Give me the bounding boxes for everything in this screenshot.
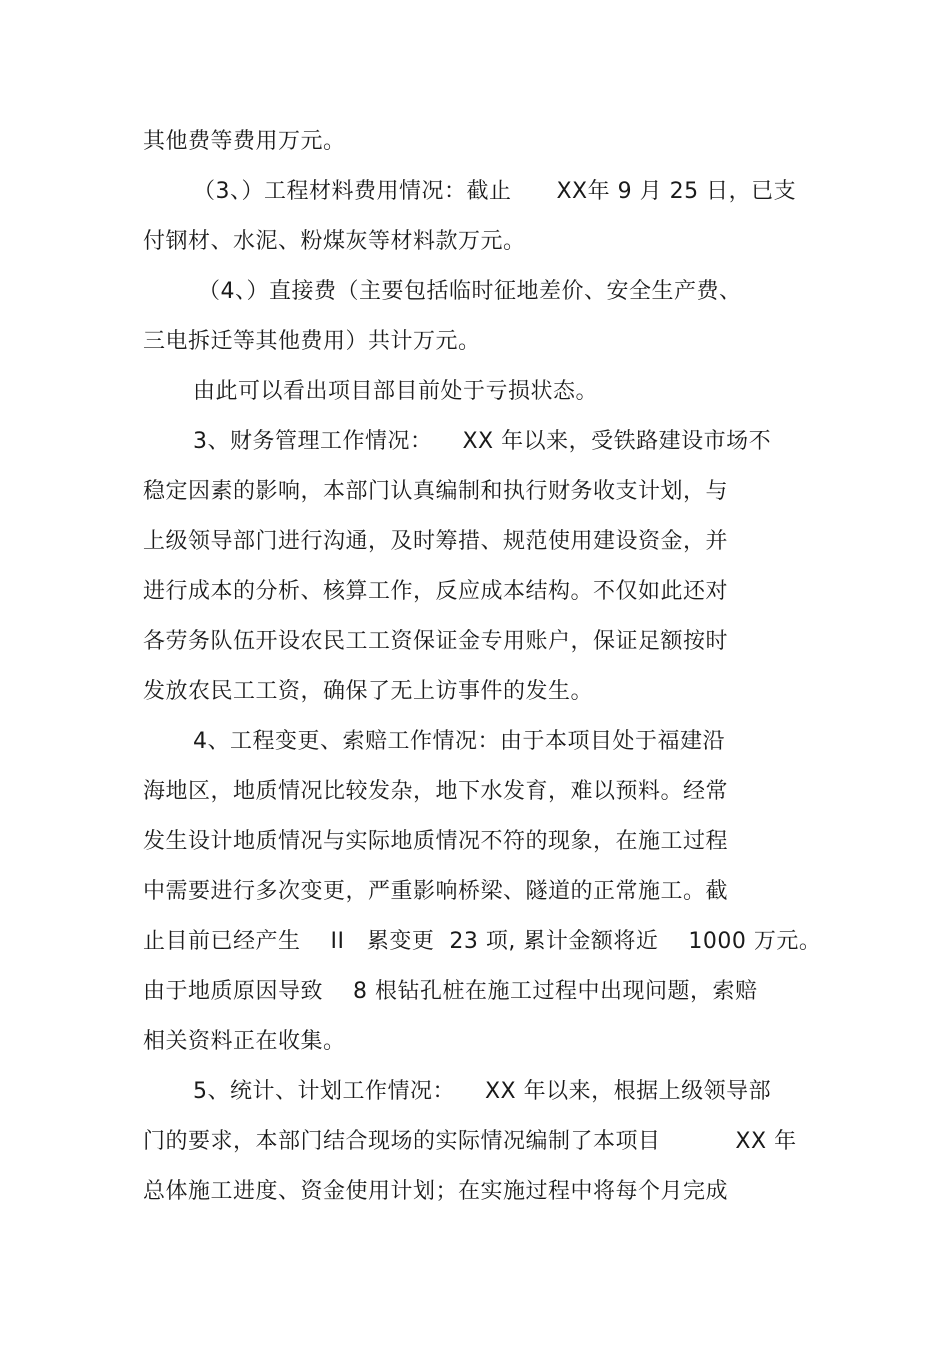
text-line: 海地区，地质情况比较发杂，地下水发育，难以预料。经常 bbox=[143, 779, 729, 804]
text-line: 4、工程变更、索赔工作情况：由于本项目处于福建沿 bbox=[193, 729, 725, 754]
text-line: 其他费等费用万元。 bbox=[143, 129, 346, 154]
text-line: 3、财务管理工作情况： XX 年以来，受铁路建设市场不 bbox=[193, 429, 772, 454]
text-line: 5、统计、计划工作情况： XX 年以来，根据上级领导部 bbox=[193, 1079, 772, 1104]
text-line: 由此可以看出项目部目前处于亏损状态。 bbox=[193, 379, 599, 404]
text-line: 发生设计地质情况与实际地质情况不符的现象，在施工过程 bbox=[143, 829, 729, 854]
text-line: 付钢材、水泥、粉煤灰等材料款万元。 bbox=[143, 229, 526, 254]
text-line: 三电拆迁等其他费用）共计万元。 bbox=[143, 329, 481, 354]
text-line: 由于地质原因导致 8 根钻孔桩在施工过程中出现问题，索赔 bbox=[143, 979, 758, 1004]
text-line: （4、）直接费（主要包括临时征地差价、安全生产费、 bbox=[198, 279, 742, 304]
text-line: 中需要进行多次变更，严重影响桥梁、隧道的正常施工。截 bbox=[143, 879, 729, 904]
text-line: （3、）工程材料费用情况：截止 XX年 9 月 25 日，已支 bbox=[193, 179, 797, 204]
text-line: 门的要求，本部门结合现场的实际情况编制了本项目 XX 年 bbox=[143, 1129, 797, 1154]
text-line: 进行成本的分析、核算工作，反应成本结构。不仅如此还对 bbox=[143, 579, 729, 604]
text-line: 总体施工进度、资金使用计划；在实施过程中将每个月完成 bbox=[143, 1179, 729, 1204]
text-line: 发放农民工工资，确保了无上访事件的发生。 bbox=[143, 679, 594, 704]
text-line: 稳定因素的影响，本部门认真编制和执行财务收支计划，与 bbox=[143, 479, 729, 504]
text-line: 相关资料正在收集。 bbox=[143, 1029, 346, 1054]
text-line: 各劳务队伍开设农民工工资保证金专用账户，保证足额按时 bbox=[143, 629, 729, 654]
text-line: 止目前已经产生 II 累变更 23 项, 累计金额将近 1000 万元。 bbox=[143, 929, 822, 954]
text-line: 上级领导部门进行沟通，及时筹措、规范使用建设资金，并 bbox=[143, 529, 729, 554]
